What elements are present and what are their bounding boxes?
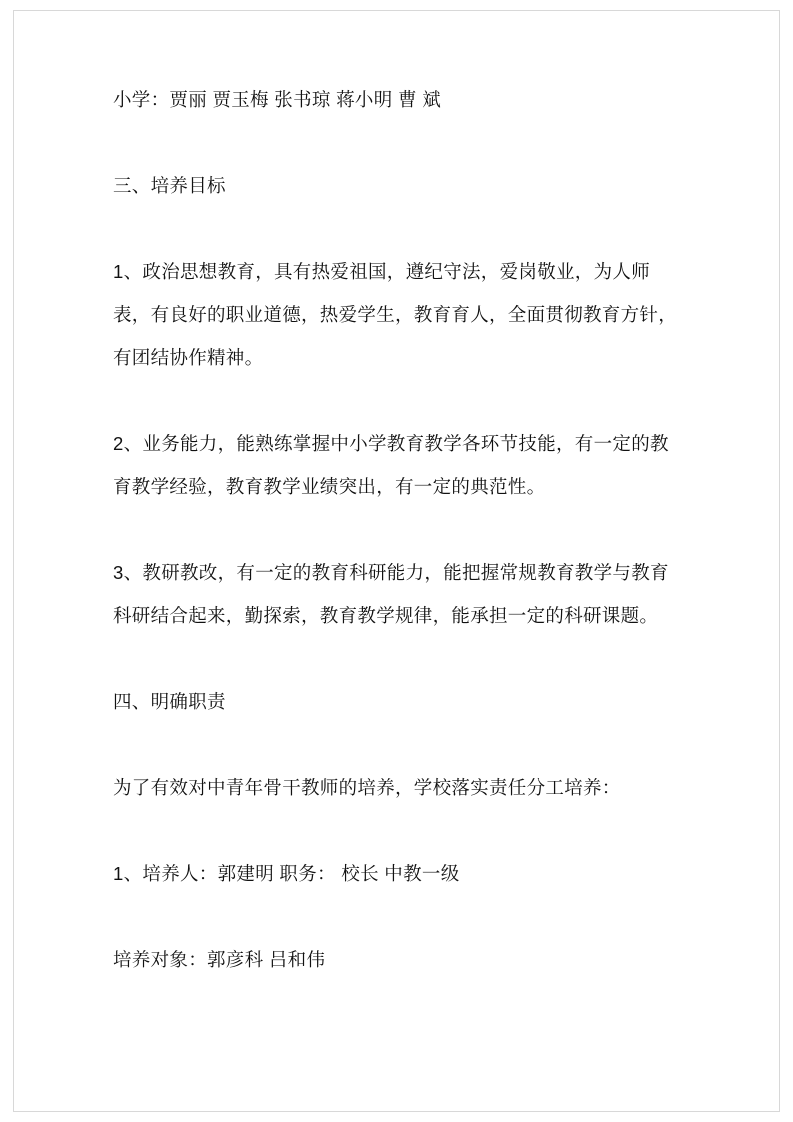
- paragraph-school-list: 小学：贾丽 贾玉梅 张书琼 蒋小明 曹 斌: [113, 89, 442, 110]
- spacer: [113, 895, 683, 938]
- spacer: [113, 379, 683, 422]
- spacer: [113, 809, 683, 852]
- spacer: [113, 207, 683, 250]
- spacer: [113, 723, 683, 766]
- spacer: [113, 637, 683, 680]
- paragraph-item-2: 2、业务能力，能熟练掌握中小学教育教学各环节技能，有一定的教育教学经验，教育教学业绩突出，有一定的典范性。: [113, 433, 669, 497]
- heading-responsibilities: 四、明确职责: [113, 691, 226, 712]
- spacer: [113, 508, 683, 551]
- paragraph-item-1: 1、政治思想教育，具有热爱祖国，遵纪守法，爱岗敬业，为人师表，有良好的职业道德，热爱学生，教育育人，全面贯彻教育方针，有团结协作精神。: [113, 261, 678, 368]
- spacer: [113, 121, 683, 164]
- paragraph-purpose: 为了有效对中青年骨干教师的培养，学校落实责任分工培养：: [113, 777, 621, 798]
- paragraph-item-3: 3、教研教改，有一定的教育科研能力，能把握常规教育教学与教育科研结合起来，勤探索，教育教学规律，能承担一定的科研课题。: [113, 562, 669, 626]
- paragraph-trainer: 1、培养人：郭建明 职务： 校长 中教一级: [113, 863, 460, 884]
- heading-training-goals: 三、培养目标: [113, 175, 226, 196]
- paragraph-trainees: 培养对象：郭彦科 吕和伟: [113, 949, 326, 970]
- document-body: [113, 78, 683, 981]
